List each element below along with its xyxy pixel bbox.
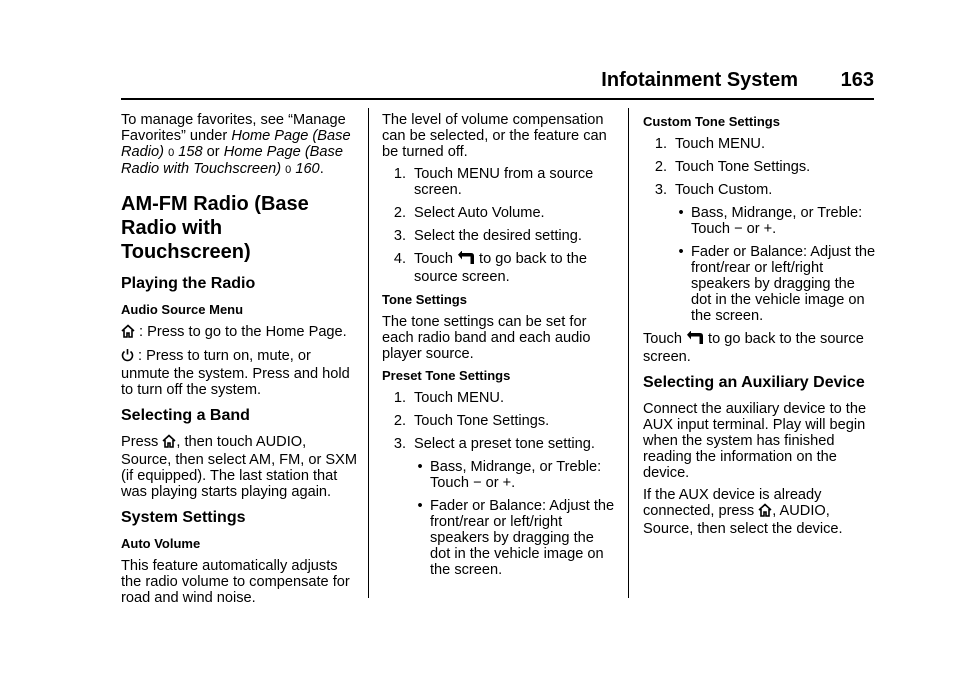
list-item: 2. Touch Tone Settings. [393,413,550,429]
list-item: 1. Touch MENU. [393,390,505,406]
home-page-touch-link[interactable]: Home Page (Base Radio with Touchscreen) [121,144,343,177]
list-item: 1. Touch MENU. [654,136,766,152]
home-icon [162,434,176,452]
band-heading: Selecting a Band [121,407,250,424]
power-icon [121,348,134,366]
custom-steps [643,136,879,198]
page-header [0,0,960,100]
tone-heading: Tone Settings [382,292,467,307]
aux-heading: Selecting an Auxiliary Device [643,374,865,391]
bullet-item: • Fader or Balance: Adjust the front/rear or left/right speakers by dragging the dot in the vehicle image on the screen. [643,244,879,324]
column-1 [121,112,357,612]
bullet-item: • Fader or Balance: Adjust the front/rear or left/right speakers by dragging the dot in the vehicle image on the screen. [382,498,618,578]
bullet-icon: • [678,244,684,260]
list-item: 3. Select a preset tone setting. [393,436,595,452]
section-title: AM-FM Radio (Base Radio with Touchscreen) [121,193,309,263]
auto-volume-heading: Auto Volume [121,536,201,551]
list-item: 1. Touch MENU from a source screen. [393,166,594,198]
list-item: 2. Touch Tone Settings. [654,159,811,175]
preset-heading: Preset Tone Settings [382,368,511,383]
home-page-base-link[interactable]: Home Page (Base Radio) [121,128,351,160]
home-icon [121,324,135,342]
page-ref-arrow: 0 [285,164,292,176]
aux-connected-paragraph: If the AUX device is already connected, press , AUDIO, Source, then select the device. [643,487,843,537]
header-rule [121,98,874,100]
favorites-paragraph: To manage favorites, see “Manage Favorites” under Home Page (Base Radio) 0 158 or Home Page (Base Radio with Touchscreen) 0 160. [121,112,351,177]
bullet-item: • Bass, Midrange, or Treble: Touch − or +. [643,205,879,237]
column-divider-2 [628,108,629,598]
auto-volume-steps [382,166,618,285]
bullet-icon: • [417,498,423,514]
tone-paragraph: The tone settings can be set for each radio band and each audio player source. [382,314,591,362]
playing-heading: Playing the Radio [121,275,256,292]
list-item: 2. Select Auto Volume. [393,205,545,221]
page-ref-arrow: 0 [168,147,175,159]
preset-steps [382,390,618,452]
list-item: 3. Select the desired setting. [393,228,582,244]
system-heading: System Settings [121,509,246,526]
back-paragraph: Touch to go back to the source screen. [643,331,864,365]
audio-source-heading: Audio Source Menu [121,302,244,317]
custom-heading: Custom Tone Settings [643,114,780,129]
home-paragraph: : Press to go to the Home Page. [121,324,357,342]
aux-paragraph: Connect the auxiliary device to the AUX input terminal. Play will begin when the system has finished reading the information on the device. [643,401,867,481]
bullet-icon: • [678,205,684,221]
compensation-paragraph: The level of volume compensation can be selected, or the feature can be turned off. [382,112,607,160]
back-icon [457,251,475,269]
column-3 [643,112,879,543]
power-paragraph: : Press to turn on, mute, or unmute the system. Press and hold to turn off the system. [121,348,350,398]
back-icon [686,331,704,349]
list-item: 4. Touch to go back to the source screen. [393,251,587,285]
column-2 [382,112,618,585]
bullet-item: • Bass, Midrange, or Treble: Touch − or +. [382,459,618,491]
home-icon [758,503,772,521]
page-number: 163 [840,69,874,91]
column-divider-1 [368,108,369,598]
page-ref-160[interactable]: 160 [295,161,320,177]
header-title: Infotainment System [601,69,798,91]
page-ref-158[interactable]: 158 [178,144,203,160]
band-paragraph: Press , then touch AUDIO, Source, then select AM, FM, or SXM (if equipped). The last station that was playing starts playing again. [121,434,358,500]
list-item: 3. Touch Custom. [654,182,773,198]
auto-volume-paragraph: This feature automatically adjusts the radio volume to compensate for road and wind noise. [121,558,350,606]
bullet-icon: • [417,459,423,475]
